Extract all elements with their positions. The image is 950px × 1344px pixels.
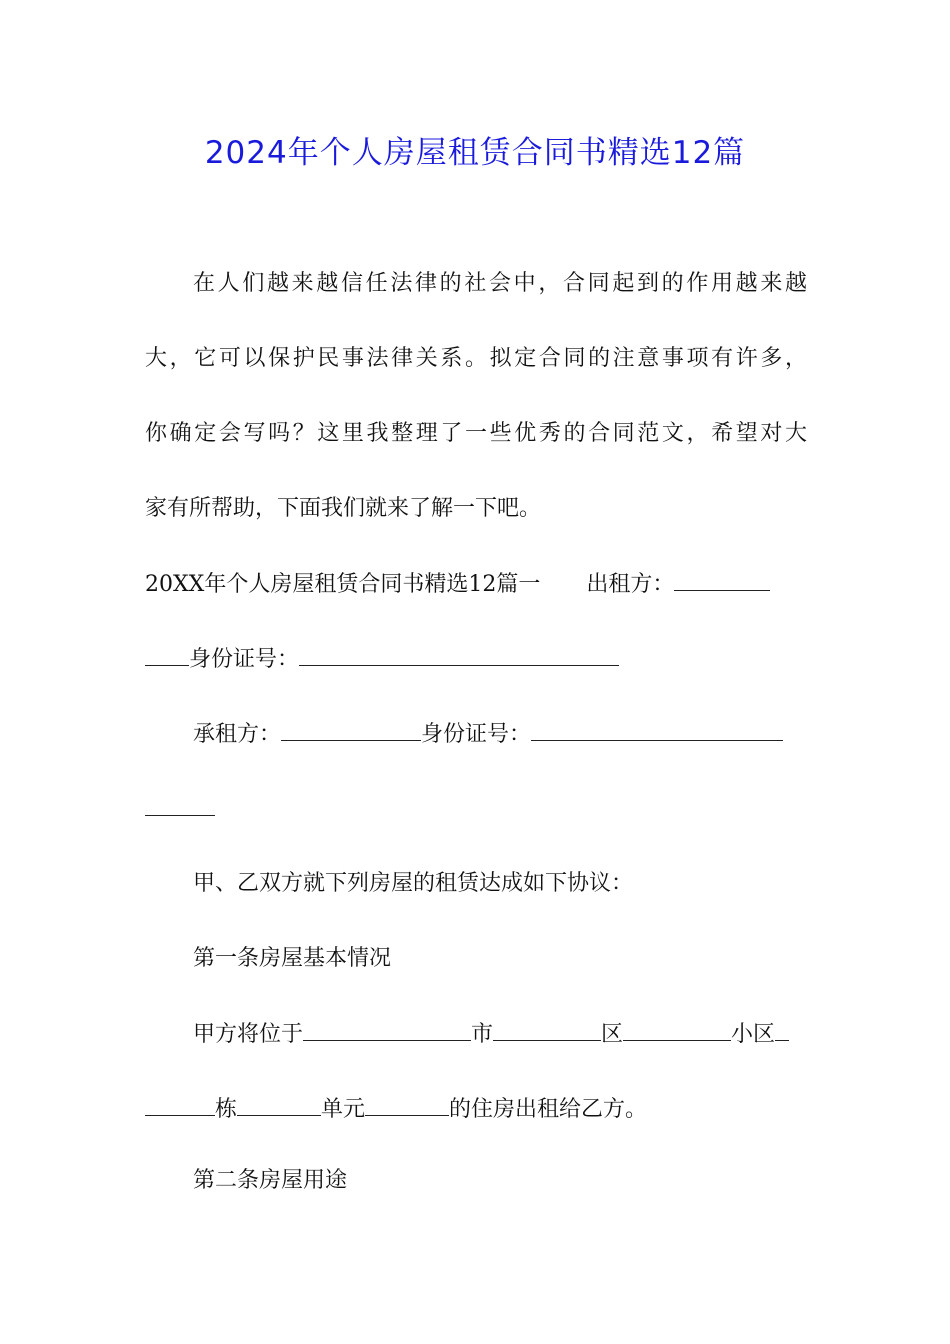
intro-line-2: 大，它可以保护民事法律关系。拟定合同的注意事项有许多， — [145, 346, 807, 371]
section-heading: 20XX年个人房屋租赁合同书精选12篇一 — [145, 572, 541, 597]
lessee-id-label: 身份证号： — [421, 722, 532, 747]
article1-building-line — [145, 1091, 807, 1128]
article1-text-unit: 单元 — [321, 1097, 366, 1122]
lessor-name-blank — [674, 566, 770, 591]
article1-text-district: 区 — [601, 1022, 624, 1047]
intro-line-1: 在人们越来越信任法律的社会中，合同起到的作用越来越 — [193, 271, 807, 296]
article1-text-end: 的住房出租给乙方。 — [449, 1097, 648, 1122]
district-blank — [493, 1016, 601, 1041]
building-blank — [145, 1091, 215, 1116]
lessor-id-blank — [299, 641, 619, 666]
building-blank-start — [775, 1016, 789, 1041]
article1-location-line — [193, 1016, 807, 1053]
lessee-label: 承租方： — [193, 722, 282, 747]
document-title: 2024年个人房屋租赁合同书精选12篇 — [204, 135, 746, 171]
article1-text-city: 市 — [471, 1022, 494, 1047]
lessee-line — [193, 716, 807, 753]
room-blank — [365, 1091, 449, 1116]
lessor-line — [145, 566, 807, 603]
lessor-id-label: 身份证号： — [189, 647, 300, 672]
city-blank — [303, 1016, 471, 1041]
community-blank — [623, 1016, 731, 1041]
agreement-line: 甲、乙双方就下列房屋的租赁达成如下协议： — [193, 871, 634, 896]
article1-text-building: 栋 — [215, 1097, 238, 1122]
article1-text-community: 小区 — [731, 1022, 776, 1047]
unit-blank — [237, 1091, 321, 1116]
lessee-id-blank-cont — [145, 791, 215, 816]
lessee-id-blank — [531, 716, 783, 741]
lessee-id-line-cont — [145, 791, 807, 828]
article1-heading: 第一条房屋基本情况 — [193, 946, 392, 971]
article1-text-a: 甲方将位于 — [193, 1022, 304, 1047]
lessor-label: 出租方： — [586, 572, 675, 597]
lessor-id-line — [145, 641, 807, 678]
intro-line-4: 家有所帮助，下面我们就来了解一下吧。 — [145, 496, 542, 521]
lessee-name-blank — [281, 716, 421, 741]
lessor-name-blank-cont — [145, 641, 189, 666]
article2-heading: 第二条房屋用途 — [193, 1168, 348, 1193]
intro-line-3: 你确定会写吗？这里我整理了一些优秀的合同范文，希望对大 — [145, 421, 807, 446]
